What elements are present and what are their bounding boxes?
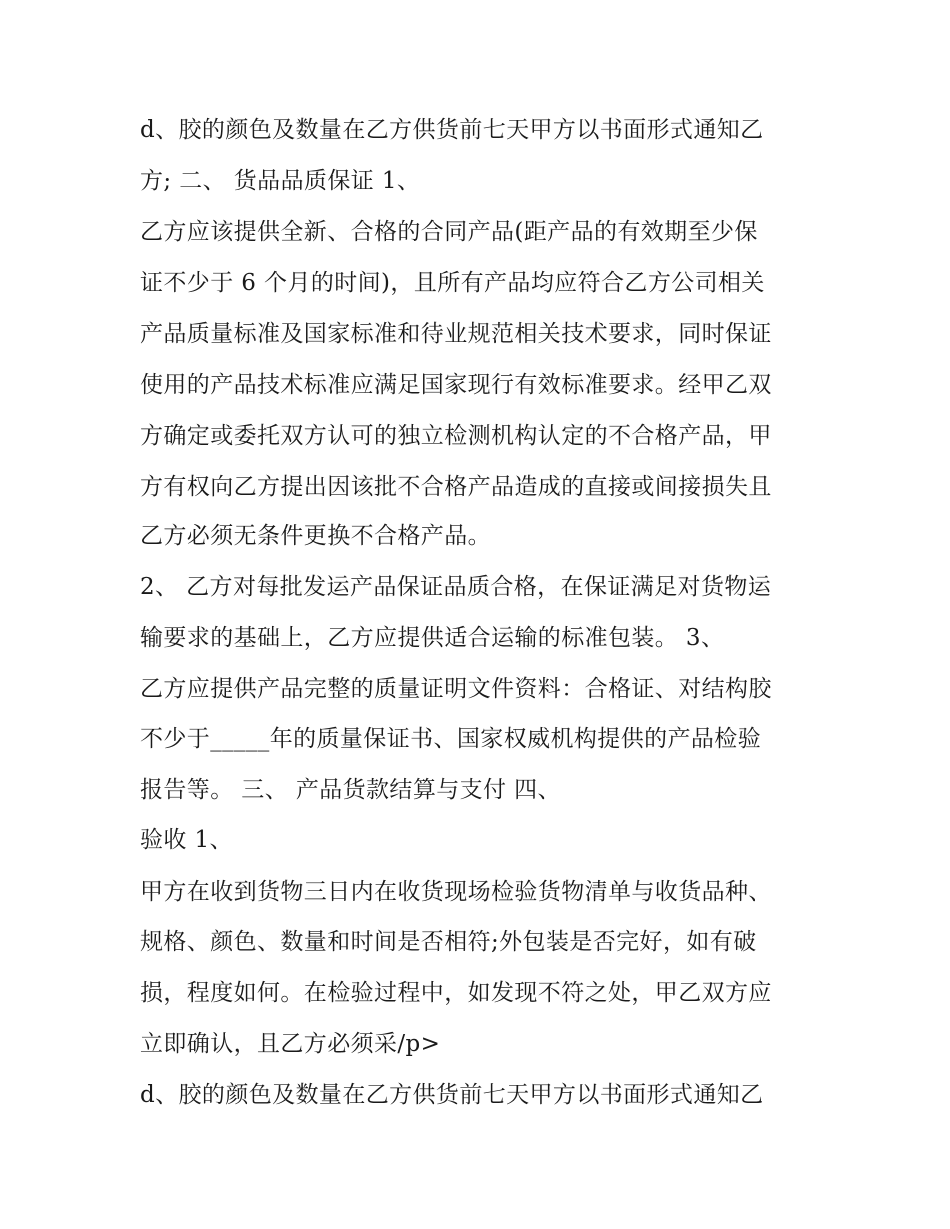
text-line: 乙方应提供产品完整的质量证明文件资料：合格证、对结构胶 <box>140 676 772 702</box>
text-line: d、胶的颜色及数量在乙方供货前七天甲方以书面形式通知乙 <box>140 1082 764 1108</box>
text-line: 方有权向乙方提出因该批不合格产品造成的直接或间接损失且 <box>140 474 772 500</box>
text-line: 方确定或委托双方认可的独立检测机构认定的不合格产品，甲 <box>140 423 772 449</box>
text-line: d、胶的颜色及数量在乙方供货前七天甲方以书面形式通知乙 <box>140 117 764 143</box>
text-line: 方; 二、 货品品质保证 1、 <box>140 168 421 194</box>
text-line: 损，程度如何。在检验过程中，如发现不符之处，甲乙双方应 <box>140 980 772 1006</box>
text-line: 产品质量标准及国家标准和待业规范相关技术要求，同时保证 <box>140 321 772 347</box>
text-line: 使用的产品技术标准应满足国家现行有效标准要求。经甲乙双 <box>140 372 772 398</box>
text-line: 乙方应该提供全新、合格的合同产品(距产品的有效期至少保 <box>140 219 758 245</box>
text-line: 报告等。 三、 产品货款结算与支付 四、 <box>140 777 561 803</box>
text-line: 2、 乙方对每批发运产品保证品质合格，在保证满足对货物运 <box>140 574 772 600</box>
text-line: 验收 1、 <box>140 827 233 853</box>
text-line: 乙方必须无条件更换不合格产品。 <box>140 523 491 549</box>
text-line: 立即确认，且乙方必须采/p> <box>140 1031 441 1057</box>
text-line: 输要求的基础上，乙方应提供适合运输的标准包装。 3、 <box>140 625 725 651</box>
text-line: 甲方在收到货物三日内在收货现场检验货物清单与收货品种、 <box>140 879 772 905</box>
text-line: 不少于_____年的质量保证书、国家权威机构提供的产品检验 <box>140 726 762 752</box>
text-line: 规格、颜色、数量和时间是否相符;外包装是否完好，如有破 <box>140 929 757 955</box>
text-line: 证不少于 6 个月的时间)，且所有产品均应符合乙方公司相关 <box>140 270 765 296</box>
